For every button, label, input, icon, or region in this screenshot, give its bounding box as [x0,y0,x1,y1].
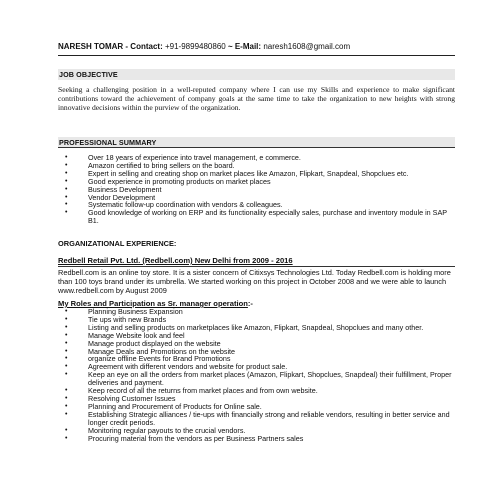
list-item-text: Agreement with different vendors and website for product sale. [88,362,288,372]
list-item-text: Manage Website look and feel [88,330,185,340]
email-address: naresh1608@gmail.com [263,42,351,51]
list-item [65,370,455,388]
list-item-text: Monitoring regular payouts to the crucial vendors. [88,425,246,435]
bullet-icon: • [65,331,68,339]
bullet-icon: • [65,154,68,161]
list-item-text: Resolving Customer Issues [88,393,176,403]
bullet-icon: • [65,201,68,209]
bullet-icon: • [65,410,68,418]
list-item-text: organize offline Events for Brand Promotions [88,354,231,364]
objective-text: Seeking a challenging position in a well-reputed company where I can use my Skills and experience to make significant contributions toward the achievement of company goals at the same time to take the organization to new heights with strong innovative decisions within the purview of the organization. [58,85,455,112]
list-item-text: Manage product displayed on the website [88,338,221,348]
company-description: Redbell.com is an online toy store. It is a sister concern of Citixsys Technologies Ltd. Today Redbell.com is holding more than 100 toys brand under its umbrella. We started working on this project in October 2008 and we were able to launch www.redbell.com by August 2009 [58,268,451,295]
section-divider [58,147,455,148]
bullet-icon: • [65,363,68,371]
contact-header [58,42,455,51]
list-item-text: Over 18 years of experience into travel management, e commerce. [88,153,301,162]
bullet-icon: • [65,394,68,402]
list-item-text: Systematic follow-up coordination with vendors & colleagues. [88,200,283,210]
list-item-text: Keep record of all the returns from market places and from own website. [88,386,318,396]
list-item-text: Planning Business Expansion [88,307,183,316]
list-item-text: Amazon certified to bring sellers on the board. [88,160,235,170]
phone-number: +91-9899480860 [164,42,226,51]
list-item-text: Tie ups with new Brands [88,314,167,324]
bullet-icon: • [65,426,68,434]
bullet-icon: • [65,355,68,363]
list-item-text: Business Development [88,184,162,194]
roles-suffix: :- [247,299,253,308]
candidate-name: NARESH TOMAR [58,42,124,51]
list-item [65,433,455,443]
bullet-icon: • [65,177,68,185]
contact-label: - Contact: [125,42,163,51]
list-item-text: Listing and selling products on marketplaces like Amazon, Flipkart, Snapdeal, Shopclues and many other. [88,322,424,332]
bullet-icon: • [65,315,68,323]
list-item-text: Keep an eye on all the orders from market places (Amazon, Flipkart, Shopclues, Snapdeal) their fulfillment, Proper deliveries and payment. [88,370,452,388]
summary-list [65,153,455,226]
roles-list [65,307,455,443]
bullet-icon: • [65,169,68,177]
list-item-text: Manage Deals and Promotions on the website [88,346,236,356]
email-label: ~ E-Mail: [227,42,262,51]
list-item-text: Procuring material from the vendors as per Business Partners sales [88,433,304,443]
bullet-icon: • [65,387,68,395]
company-divider [58,266,455,267]
section-organizational-experience: ORGANIZATIONAL EXPERIENCE: [58,239,177,248]
company-heading: Redbell Retail Pvt. Ltd. (Redbell.com) New Delhi from 2009 - 2016 [58,256,293,265]
bullet-icon: • [65,323,68,331]
list-item-text: Establishing Strategic alliances / tie-ups with financially strong and reliable vendors, resulting in better service and longer credit periods. [88,409,450,427]
bullet-icon: • [65,347,68,355]
bullet-icon: • [65,193,68,201]
bullet-icon: • [65,161,68,169]
list-item-text: Good knowledge of working on ERP and its functionality especially sales, purchase and inventory module in SAP B1. [88,208,447,226]
header-divider [58,55,455,56]
section-job-objective: JOB OBJECTIVE [58,69,455,80]
bullet-icon: • [65,371,68,379]
bullet-icon: • [65,402,68,410]
list-item [65,208,455,226]
bullet-icon: • [65,434,68,442]
list-item [65,409,455,427]
roles-title: My Roles and Participation as Sr. manager operation [58,299,248,308]
list-item-text: Planning and Procurement of Products for Online sale. [88,401,262,411]
bullet-icon: • [65,209,68,217]
list-item-text: Good experience in promoting products on market places [88,176,271,186]
bullet-icon: • [65,339,68,347]
section-professional-summary: PROFESSIONAL SUMMARY [58,137,455,148]
bullet-icon: • [65,308,68,315]
list-item-text: Vendor Development [88,192,156,202]
bullet-icon: • [65,185,68,193]
list-item-text: Expert in selling and creating shop on market places like Amazon, Flipkart, Snapdeal, Shopclues etc. [88,168,409,178]
